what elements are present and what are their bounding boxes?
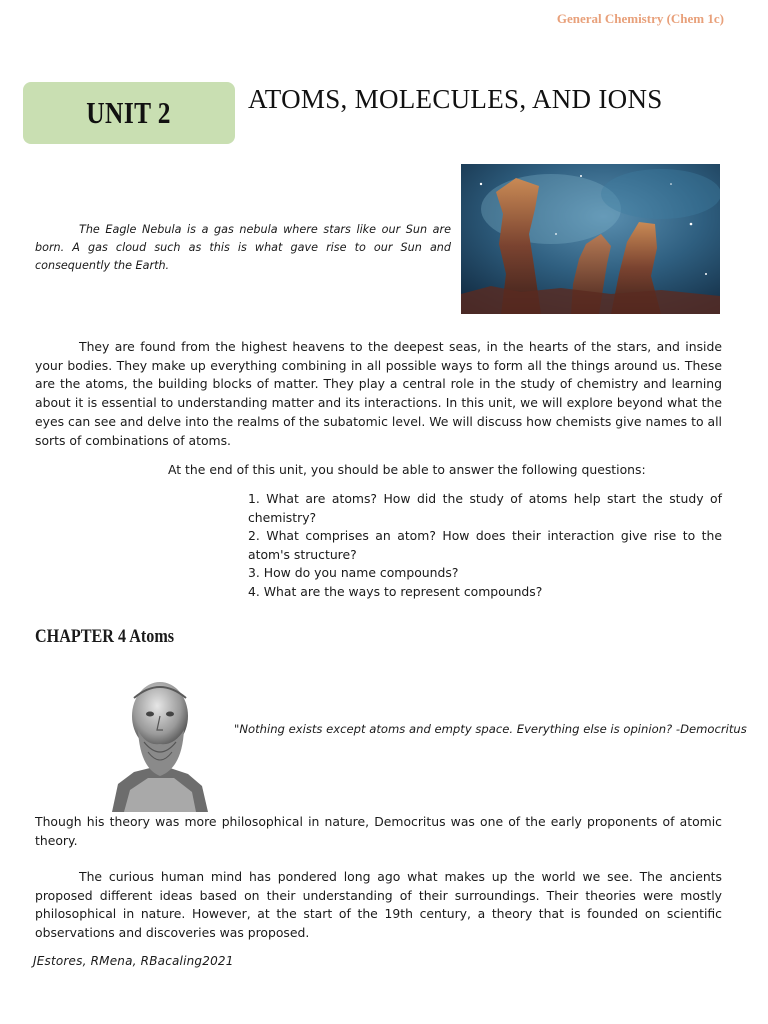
list-item: 3. How do you name compounds? [248,565,459,580]
list-item: 2. What comprises an atom? How does their interaction give rise to the atom's structure? [248,528,722,562]
eagle-nebula-image [461,164,720,314]
democritus-quote: "Nothing exists except atoms and empty space. Everything else is opinion? -Democritus [234,722,747,736]
democritus-bust-image [104,672,216,812]
questions-intro: At the end of this unit, you should be able to answer the following questions: [168,462,646,477]
list-item: 4. What are the ways to represent compounds? [248,583,543,599]
unit-title: ATOMS, MOLECULES, AND IONS [248,84,663,114]
democritus-paragraph: Though his theory was more philosophical in nature, Democritus was one of the early proponents of atomic theory. [35,814,722,848]
unit-label: UNIT 2 [86,95,172,130]
chapter-title: CHAPTER 4 Atoms [35,626,175,647]
unit-badge [23,82,235,144]
history-paragraph: The curious human mind has pondered long ago what makes up the world we see. The ancients proposed different ideas based on their understanding of their surroundings. Their theories were mostly philosophical in nature. However, at the start of the 19th century, a theory that is founded on scientific observations and discoveries was proposed. [35,869,722,941]
authors-footer: JEstores, RMena, RBacaling2021 [33,954,234,968]
nebula-caption: The Eagle Nebula is a gas nebula where stars like our Sun are born. A gas cloud such as this is what gave rise to our Sun and consequently the Earth. [35,223,451,272]
intro-paragraph: They are found from the highest heavens to the deepest seas, in the hearts of the stars, and inside your bodies. They make up everything combining in all possible ways to form all the things around us. These are the atoms, the building blocks of matter. They play a central role in the study of chemistry and learning about it is essential to understanding matter and its interactions. In this unit, we will explore beyond what the eyes can see and delve into the realms of the subatomic level. We will discuss how chemists give names to all sorts of combinations of atoms. [35,339,722,448]
course-header: General Chemistry (Chem 1c) [556,11,724,26]
list-item: 1. What are atoms? How did the study of atoms help start the study of chemistry? [248,491,722,525]
question-list [248,490,722,601]
